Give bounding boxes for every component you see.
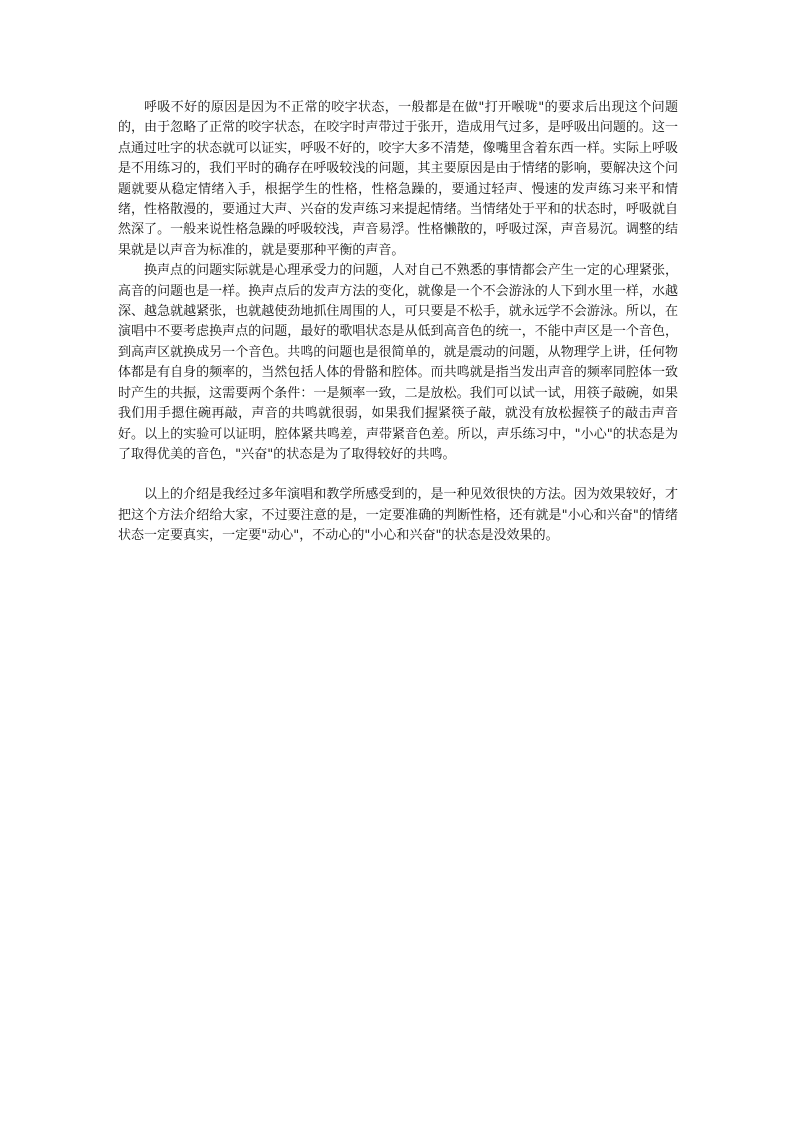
paragraph-register-and-resonance: 换声点的问题实际就是心理承受力的问题，人对自己不熟悉的事情都会产生一定的心理紧张，高音的问题也是一样。换声点后的发声方法的变化，就像是一个不会游泳的人下到水里一样，水越深、越急就越紧张，也就越使劲地抓住周围的人，可只要是不松手，就永远学不会游泳。所以，在演唱中不要考虑换声点的问题，最好的歌唱状态是从低到高音色的统一，不能中声区是一个音色，到高声区就换成另一个音色。共鸣的问题也是很简单的，就是震动的问题，从物理学上讲，任何物体都是有自身的频率的，当然包括人体的骨骼和腔体。而共鸣就是指当发出声音的频率同腔体一致时产生的共振，这需要两个条件：一是频率一致，二是放松。我们可以试一试，用筷子敲碗，如果我们用手摁住碗再敲，声音的共鸣就很弱，如果我们握紧筷子敲，就没有放松握筷子的敲击声音好。以上的实验可以证明，腔体紧共鸣差，声带紧音色差。所以，声乐练习中，"小心"的状态是为了取得优美的音色，"兴奋"的状态是为了取得较好的共鸣。 [118, 263, 678, 462]
paragraph-breathing: 呼吸不好的原因是因为不正常的咬字状态，一般都是在做"打开喉咙"的要求后出现这个问题的，由于忽略了正常的咬字状态，在咬字时声带过于张开，造成用气过多，是呼吸出问题的。这一点通过吐字的状态就可以证实，呼吸不好的，咬字大多不清楚，像嘴里含着东西一样。实际上呼吸是不用练习的，我们平时的确存在呼吸较浅的问题，其主要原因是由于情绪的影响，要解决这个问题就要从稳定情绪入手，根据学生的性格，性格急躁的，要通过轻声、慢速的发声练习来平和情绪，性格散漫的，要通过大声、兴奋的发声练习来提起情绪。当情绪处于平和的状态时，呼吸就自然深了。一般来说性格急躁的呼吸较浅，声音易浮。性格懒散的，呼吸过深，声音易沉。调整的结果就是以声音为标准的，就是要那种平衡的声音。 [118, 100, 678, 258]
paragraph-spacer [118, 465, 678, 485]
document-body [118, 98, 678, 547]
paragraph-conclusion: 以上的介绍是我经过多年演唱和教学所感受到的，是一种见效很快的方法。因为效果较好，才把这个方法介绍给大家，不过要注意的是，一定要准确的判断性格，还有就是"小心和兴奋"的情绪状态一定要真实，一定要"动心"，不动心的"小心和兴奋"的状态是没效果的。 [118, 487, 678, 544]
